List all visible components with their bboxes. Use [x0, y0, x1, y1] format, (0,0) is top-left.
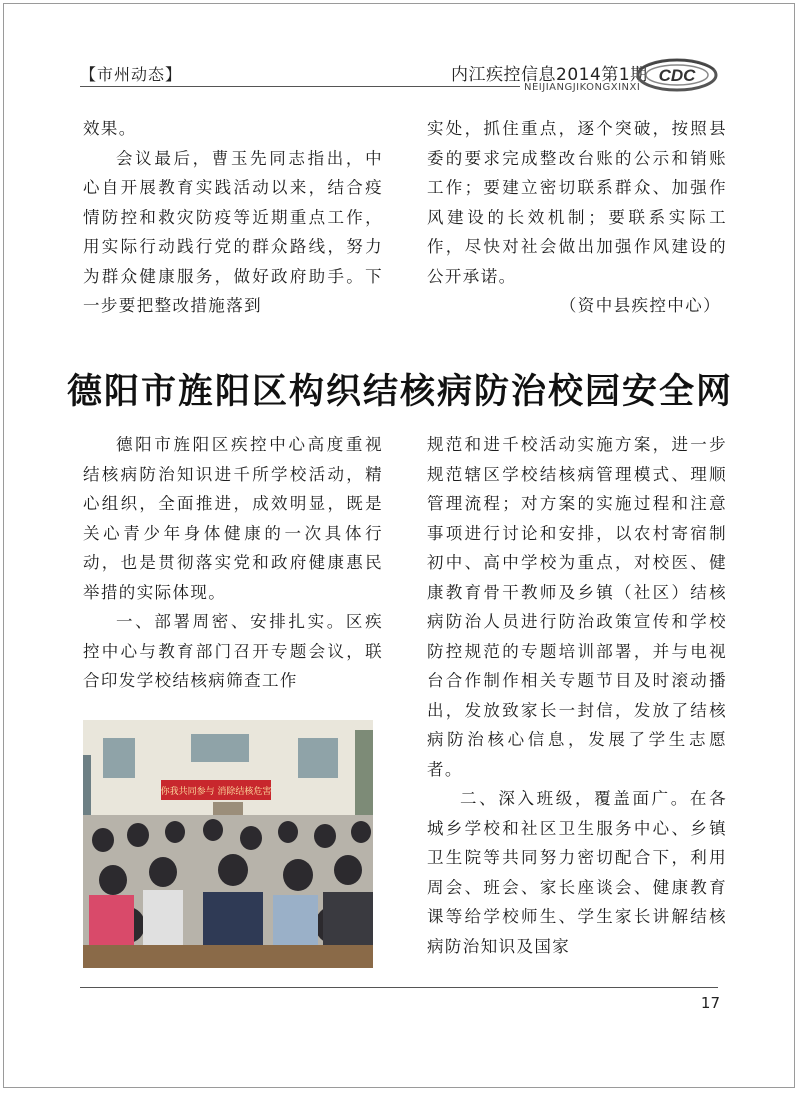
header-rule [80, 86, 520, 87]
footer-rule [80, 987, 718, 988]
paragraph: 规范和进千校活动实施方案，进一步规范辖区学校结核病管理模式、理顺管理流程；对方案的实施过程和注意事项进行讨论和安排，以农村寄宿制初中、高中学校为重点，对校医、健康教育骨干教师及乡镇（社区）结核病防治人员进行防治政策宣传和学校防控规范的专题培训部署，并与电视台合作制作相关专题节目及时滚动播出，发放致家长一封信，发放了结核病防治核心信息，发展了学生志愿者。 [427, 435, 727, 779]
article-source: （资中县疾控中心） [559, 296, 721, 315]
cdc-logo [636, 55, 718, 95]
paragraph: 二、深入班级，覆盖面广。在各城乡学校和社区卫生服务中心、乡镇卫生院等共同努力密切配合下，利用周会、班会、家长座谈会、健康教育课等给学校师生、学生家长讲解结核病防治知识及国家 [427, 789, 727, 956]
paragraph: 实处，抓住重点，逐个突破，按照县委的要求完成整改台账的公示和销账工作；要建立密切联系群众、加强作风建设的长效机制；要联系实际工作，尽快对社会做出加强作风建设的公开承诺。 [427, 119, 727, 286]
page-number: 17 [700, 994, 720, 1012]
photo-banner: 你我共同参与 消除结核危害 [160, 787, 272, 797]
section-tag: 【市州动态】 [80, 65, 183, 84]
school-lecture-photo [83, 720, 373, 968]
journal-title: 内江疾控信息2014第1期 [451, 65, 648, 85]
article-title: 德阳市旌阳区构织结核病防治校园安全网 [66, 371, 733, 412]
paragraph: 会议最后，曹玉先同志指出，中心自开展教育实践活动以来，结合疫情防控和救灾防疫等近期重点工作，用实际行动践行党的群众路线，努力为群众健康服务，做好政府助手。下一步要把整改措施落到 [83, 148, 383, 315]
paragraph: 德阳市旌阳区疾控中心高度重视结核病防治知识进千所学校活动，精心组织，全面推进，成效明显，既是关心青少年身体健康的一次具体行动，也是贯彻落实党和政府健康惠民举措的实际体现。 [83, 435, 383, 602]
article-right-column [427, 430, 727, 961]
prev-article-right-column [427, 114, 727, 321]
logo-text: CDC [658, 66, 696, 85]
paragraph: 效果。 [83, 119, 137, 138]
article-left-column [83, 430, 383, 696]
paragraph: 一、部署周密、安排扎实。区疾控中心与教育部门召开专题会议，联合印发学校结核病筛查工作 [83, 612, 383, 690]
journal-subtitle: NEIJIANGJIKONGXINXI [524, 82, 641, 93]
prev-article-left-column [83, 114, 383, 321]
